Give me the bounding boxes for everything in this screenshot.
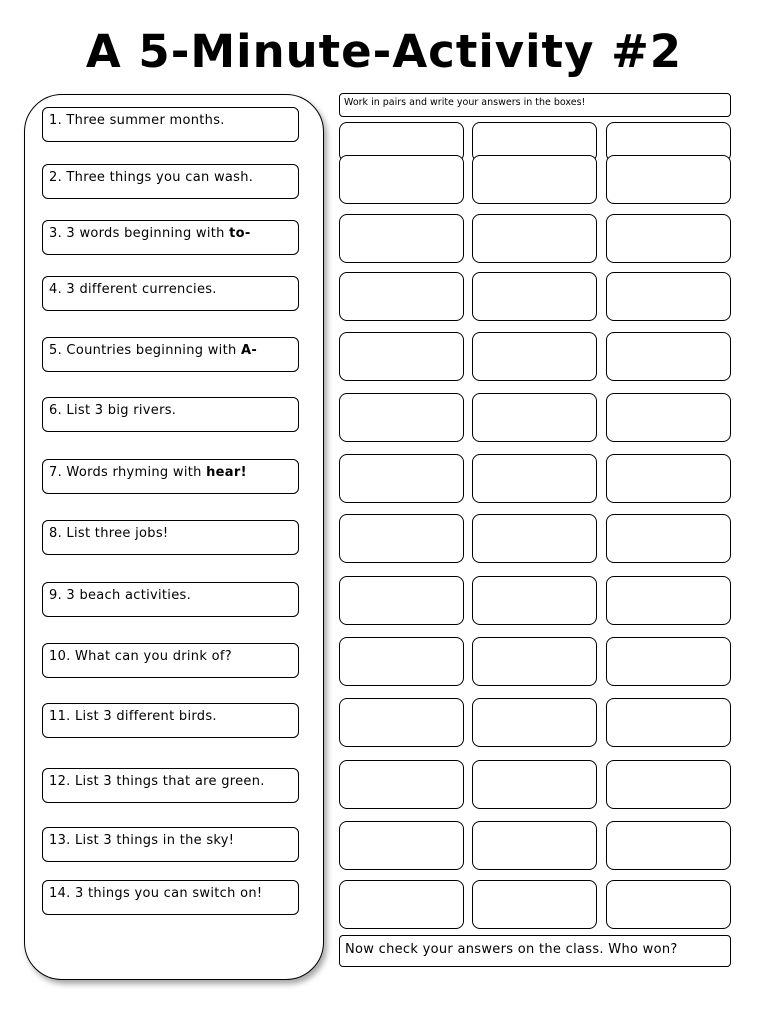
- question-text: 11. List 3 different birds.: [49, 709, 217, 724]
- answer-box[interactable]: [472, 698, 597, 747]
- answer-box[interactable]: [472, 576, 597, 625]
- question-text: 4. 3 different currencies.: [49, 282, 217, 297]
- answer-box[interactable]: [472, 155, 597, 204]
- answer-box[interactable]: [339, 637, 464, 686]
- question-box: [42, 459, 299, 494]
- answer-box[interactable]: [339, 214, 464, 263]
- answer-box[interactable]: [606, 155, 731, 204]
- answer-box[interactable]: [606, 514, 731, 563]
- answer-box[interactable]: [472, 760, 597, 809]
- question-text: 3. 3 words beginning with: [49, 226, 230, 241]
- question-text: 6. List 3 big rivers.: [49, 403, 177, 418]
- answer-box[interactable]: [339, 514, 464, 563]
- question-text: 10. What can you drink of?: [49, 649, 232, 664]
- question-text: 7. Words rhyming with: [49, 465, 207, 480]
- answer-box[interactable]: [606, 393, 731, 442]
- question-text: 9. 3 beach activities.: [49, 588, 192, 603]
- answer-box[interactable]: [339, 880, 464, 929]
- question-text: 1. Three summer months.: [49, 113, 225, 128]
- answer-box[interactable]: [606, 637, 731, 686]
- question-box: [42, 397, 299, 432]
- answer-box[interactable]: [339, 698, 464, 747]
- question-text: 12. List 3 things that are green.: [49, 774, 265, 789]
- answer-box[interactable]: [339, 272, 464, 321]
- question-text: 5. Countries beginning with: [49, 343, 241, 358]
- instruction-box: Work in pairs and write your answers in the boxes!: [339, 93, 731, 117]
- answer-box[interactable]: [606, 272, 731, 321]
- question-box: [42, 880, 299, 915]
- question-box: [42, 768, 299, 803]
- question-box: [42, 107, 299, 142]
- answer-box[interactable]: [339, 821, 464, 870]
- question-text: 2. Three things you can wash.: [49, 170, 254, 185]
- answer-box[interactable]: [472, 272, 597, 321]
- answer-box[interactable]: [606, 214, 731, 263]
- question-box: [42, 703, 299, 738]
- question-box: [42, 164, 299, 199]
- answer-box[interactable]: [606, 698, 731, 747]
- answer-box[interactable]: [606, 576, 731, 625]
- answer-box[interactable]: [339, 155, 464, 204]
- answer-box[interactable]: [339, 760, 464, 809]
- question-box: [42, 276, 299, 311]
- answer-box[interactable]: [606, 880, 731, 929]
- answer-box[interactable]: [339, 576, 464, 625]
- answer-box[interactable]: [339, 332, 464, 381]
- answer-box[interactable]: [472, 454, 597, 503]
- answer-box[interactable]: [472, 332, 597, 381]
- question-text: 13. List 3 things in the sky!: [49, 833, 235, 848]
- answer-box[interactable]: [339, 393, 464, 442]
- answer-box[interactable]: [472, 514, 597, 563]
- question-box: [42, 337, 299, 372]
- question-text: 14. 3 things you can switch on!: [49, 886, 263, 901]
- question-text: 8. List three jobs!: [49, 526, 169, 541]
- answer-box[interactable]: [472, 214, 597, 263]
- question-box: [42, 582, 299, 617]
- question-keyword: hear!: [206, 465, 247, 480]
- answer-box[interactable]: [606, 332, 731, 381]
- question-box: [42, 520, 299, 555]
- question-box: [42, 827, 299, 862]
- answer-box[interactable]: [606, 821, 731, 870]
- question-keyword: to-: [229, 226, 251, 241]
- answer-box[interactable]: [606, 760, 731, 809]
- footer-box: Now check your answers on the class. Who won?: [339, 935, 731, 967]
- question-box: [42, 643, 299, 678]
- answer-box[interactable]: [472, 821, 597, 870]
- question-keyword: A-: [240, 343, 258, 358]
- page-title: A 5-Minute-Activity #2: [85, 25, 683, 78]
- answer-box[interactable]: [472, 393, 597, 442]
- answer-box[interactable]: [472, 880, 597, 929]
- answer-box[interactable]: [606, 454, 731, 503]
- answer-box[interactable]: [472, 637, 597, 686]
- answer-box[interactable]: [339, 454, 464, 503]
- question-box: [42, 220, 299, 255]
